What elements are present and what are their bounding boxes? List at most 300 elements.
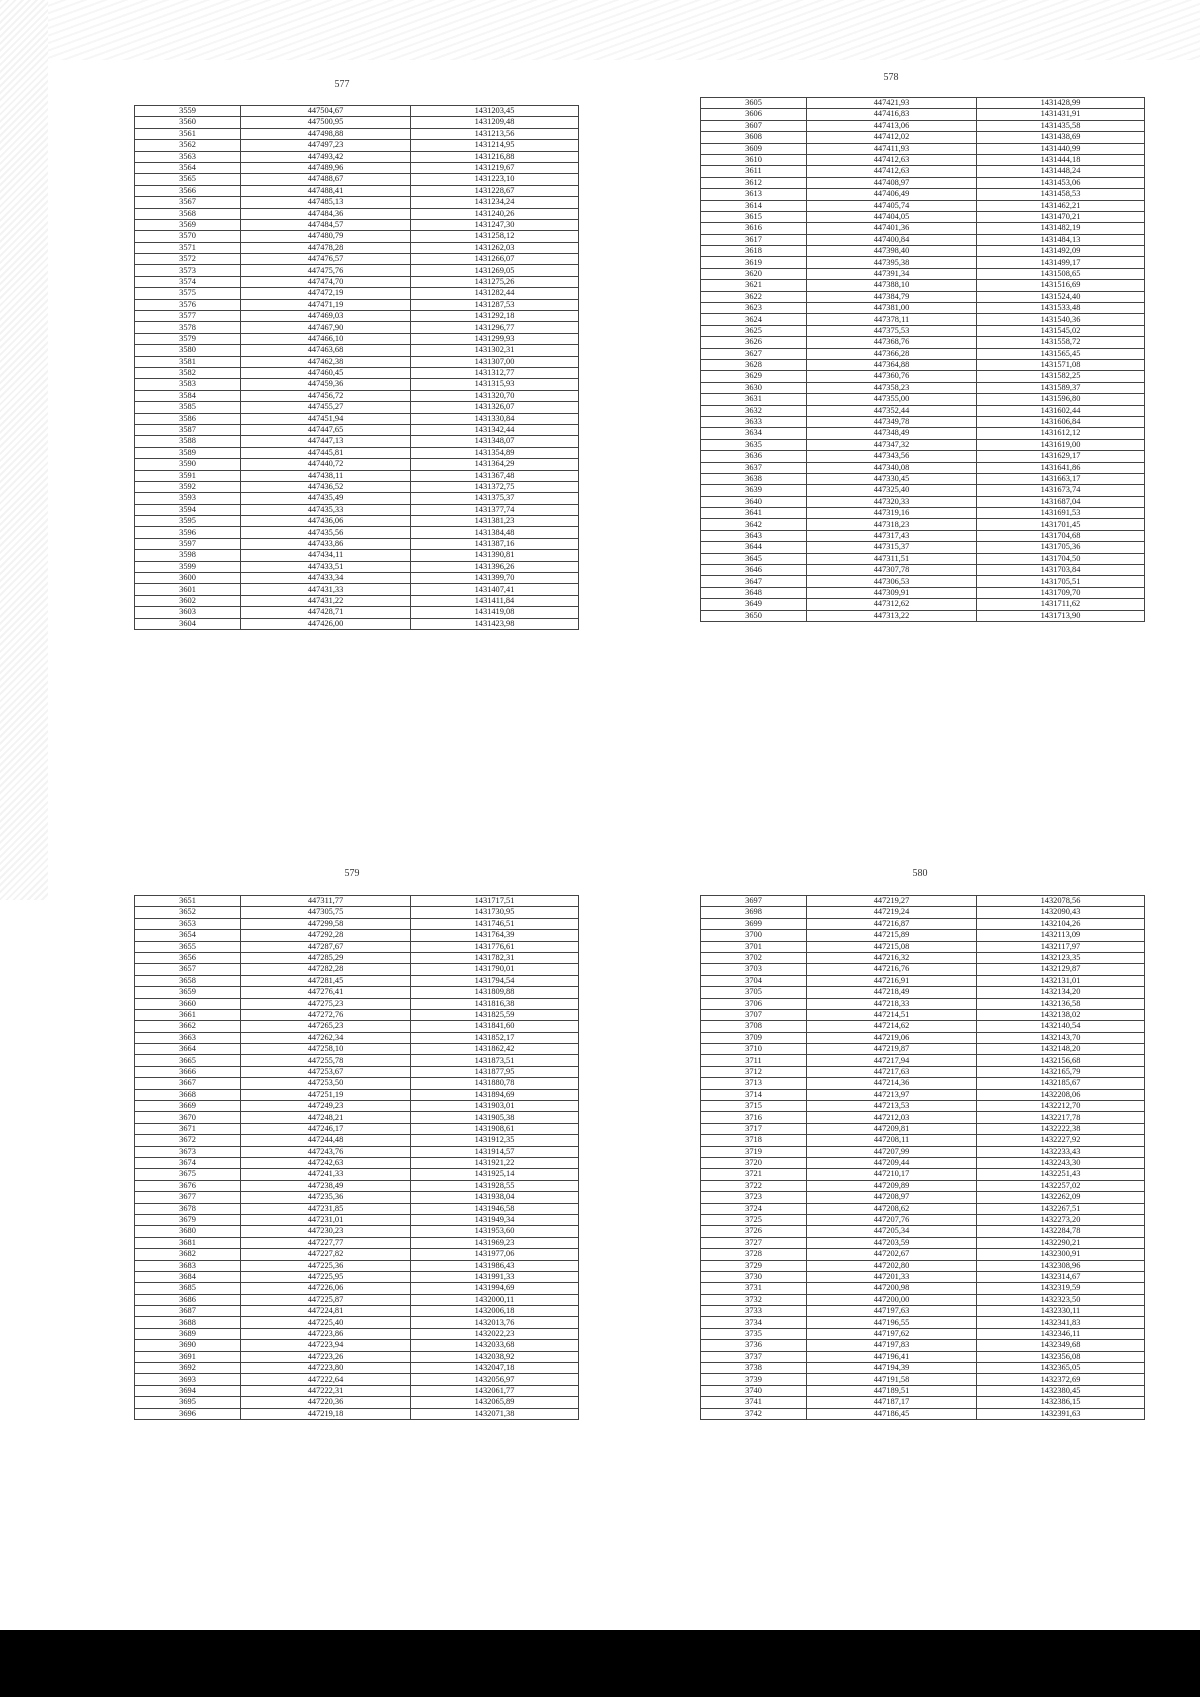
x-coordinate-cell: 447282,28 [241, 964, 411, 975]
x-coordinate-cell: 447347,32 [807, 439, 977, 450]
y-coordinate-cell: 1431381,23 [411, 516, 579, 527]
x-coordinate-cell: 447216,87 [807, 918, 977, 929]
y-coordinate-cell: 1431307,00 [411, 356, 579, 367]
point-number-cell: 3575 [135, 288, 241, 299]
table-row [135, 584, 579, 595]
point-number-cell: 3697 [701, 896, 807, 907]
table-row [135, 1203, 579, 1214]
x-coordinate-cell: 447484,36 [241, 208, 411, 219]
x-coordinate-cell: 447205,34 [807, 1226, 977, 1237]
table-row [701, 530, 1145, 541]
y-coordinate-cell: 1431921,22 [411, 1157, 579, 1168]
y-coordinate-cell: 1431462,21 [977, 200, 1145, 211]
table-row [135, 1374, 579, 1385]
table-row [701, 553, 1145, 564]
y-coordinate-cell: 1431994,69 [411, 1283, 579, 1294]
y-coordinate-cell: 1431703,84 [977, 565, 1145, 576]
y-coordinate-cell: 1431367,48 [411, 470, 579, 481]
y-coordinate-cell: 1431364,29 [411, 459, 579, 470]
y-coordinate-cell: 1431946,58 [411, 1203, 579, 1214]
table-row [135, 1078, 579, 1089]
y-coordinate-cell: 1432090,43 [977, 907, 1145, 918]
point-number-cell: 3594 [135, 504, 241, 515]
point-number-cell: 3735 [701, 1328, 807, 1339]
point-number-cell: 3687 [135, 1306, 241, 1317]
table-row [701, 907, 1145, 918]
x-coordinate-cell: 447343,56 [807, 451, 977, 462]
x-coordinate-cell: 447366,28 [807, 348, 977, 359]
x-coordinate-cell: 447475,76 [241, 265, 411, 276]
table-row [701, 394, 1145, 405]
x-coordinate-cell: 447207,76 [807, 1214, 977, 1225]
x-coordinate-cell: 447306,53 [807, 576, 977, 587]
table-row [701, 519, 1145, 530]
table-row [701, 416, 1145, 427]
point-number-cell: 3660 [135, 998, 241, 1009]
y-coordinate-cell: 1431606,84 [977, 416, 1145, 427]
y-coordinate-cell: 1431484,13 [977, 234, 1145, 245]
x-coordinate-cell: 447431,22 [241, 595, 411, 606]
y-coordinate-cell: 1431499,17 [977, 257, 1145, 268]
table-row [701, 1135, 1145, 1146]
x-coordinate-cell: 447220,36 [241, 1397, 411, 1408]
x-coordinate-cell: 447214,51 [807, 1009, 977, 1020]
point-number-cell: 3643 [701, 530, 807, 541]
y-coordinate-cell: 1431938,04 [411, 1192, 579, 1203]
y-coordinate-cell: 1431790,01 [411, 964, 579, 975]
x-coordinate-cell: 447413,06 [807, 120, 977, 131]
table-row [135, 964, 579, 975]
y-coordinate-cell: 1431440,99 [977, 143, 1145, 154]
table-row [701, 257, 1145, 268]
table-row [701, 1260, 1145, 1271]
point-number-cell: 3576 [135, 299, 241, 310]
x-coordinate-cell: 447384,79 [807, 291, 977, 302]
y-coordinate-cell: 1431809,88 [411, 987, 579, 998]
table-row [135, 470, 579, 481]
point-number-cell: 3578 [135, 322, 241, 333]
point-number-cell: 3701 [701, 941, 807, 952]
point-number-cell: 3644 [701, 542, 807, 553]
table-row [135, 288, 579, 299]
x-coordinate-cell: 447249,23 [241, 1101, 411, 1112]
y-coordinate-cell: 1431953,60 [411, 1226, 579, 1237]
point-number-cell: 3741 [701, 1397, 807, 1408]
point-number-cell: 3654 [135, 930, 241, 941]
scan-texture-top [0, 0, 1200, 60]
x-coordinate-cell: 447187,17 [807, 1397, 977, 1408]
point-number-cell: 3616 [701, 223, 807, 234]
point-number-cell: 3604 [135, 618, 241, 629]
y-coordinate-cell: 1432134,20 [977, 987, 1145, 998]
point-number-cell: 3637 [701, 462, 807, 473]
point-number-cell: 3585 [135, 402, 241, 413]
table-row [701, 587, 1145, 598]
y-coordinate-cell: 1431782,31 [411, 952, 579, 963]
point-number-cell: 3658 [135, 975, 241, 986]
page-number-579: 579 [344, 868, 360, 879]
x-coordinate-cell: 447223,86 [241, 1328, 411, 1339]
x-coordinate-cell: 447225,87 [241, 1294, 411, 1305]
y-coordinate-cell: 1431411,84 [411, 595, 579, 606]
coordinates-table-580 [700, 895, 1145, 1420]
y-coordinate-cell: 1431709,70 [977, 587, 1145, 598]
point-number-cell: 3717 [701, 1123, 807, 1134]
x-coordinate-cell: 447231,85 [241, 1203, 411, 1214]
y-coordinate-cell: 1431612,12 [977, 428, 1145, 439]
point-number-cell: 3621 [701, 280, 807, 291]
point-number-cell: 3683 [135, 1260, 241, 1271]
x-coordinate-cell: 447375,53 [807, 325, 977, 336]
y-coordinate-cell: 1432372,69 [977, 1374, 1145, 1385]
point-number-cell: 3725 [701, 1214, 807, 1225]
point-number-cell: 3674 [135, 1157, 241, 1168]
point-number-cell: 3606 [701, 109, 807, 120]
x-coordinate-cell: 447412,63 [807, 166, 977, 177]
table-row [701, 303, 1145, 314]
point-number-cell: 3591 [135, 470, 241, 481]
point-number-cell: 3615 [701, 211, 807, 222]
point-number-cell: 3562 [135, 140, 241, 151]
x-coordinate-cell: 447209,44 [807, 1157, 977, 1168]
point-number-cell: 3630 [701, 382, 807, 393]
y-coordinate-cell: 1431326,07 [411, 402, 579, 413]
y-coordinate-cell: 1431396,26 [411, 561, 579, 572]
x-coordinate-cell: 447227,82 [241, 1249, 411, 1260]
point-number-cell: 3601 [135, 584, 241, 595]
y-coordinate-cell: 1431375,37 [411, 493, 579, 504]
x-coordinate-cell: 447208,62 [807, 1203, 977, 1214]
point-number-cell: 3708 [701, 1021, 807, 1032]
point-number-cell: 3659 [135, 987, 241, 998]
point-number-cell: 3662 [135, 1021, 241, 1032]
y-coordinate-cell: 1432257,02 [977, 1180, 1145, 1191]
point-number-cell: 3688 [135, 1317, 241, 1328]
y-coordinate-cell: 1432300,91 [977, 1249, 1145, 1260]
y-coordinate-cell: 1431492,09 [977, 246, 1145, 257]
y-coordinate-cell: 1431571,08 [977, 359, 1145, 370]
x-coordinate-cell: 447476,57 [241, 254, 411, 265]
x-coordinate-cell: 447358,23 [807, 382, 977, 393]
table-row [135, 254, 579, 265]
y-coordinate-cell: 1431524,40 [977, 291, 1145, 302]
point-number-cell: 3649 [701, 599, 807, 610]
table-row [701, 485, 1145, 496]
x-coordinate-cell: 447222,31 [241, 1385, 411, 1396]
x-coordinate-cell: 447436,06 [241, 516, 411, 527]
point-number-cell: 3607 [701, 120, 807, 131]
x-coordinate-cell: 447225,40 [241, 1317, 411, 1328]
table-row [135, 447, 579, 458]
point-number-cell: 3622 [701, 291, 807, 302]
point-number-cell: 3655 [135, 941, 241, 952]
y-coordinate-cell: 1431991,33 [411, 1271, 579, 1282]
y-coordinate-cell: 1431704,50 [977, 553, 1145, 564]
x-coordinate-cell: 447459,36 [241, 379, 411, 390]
table-row [135, 1237, 579, 1248]
x-coordinate-cell: 447242,63 [241, 1157, 411, 1168]
y-coordinate-cell: 1432123,35 [977, 952, 1145, 963]
y-coordinate-cell: 1432380,45 [977, 1385, 1145, 1396]
point-number-cell: 3664 [135, 1044, 241, 1055]
point-number-cell: 3603 [135, 607, 241, 618]
point-number-cell: 3570 [135, 231, 241, 242]
y-coordinate-cell: 1432156,68 [977, 1055, 1145, 1066]
point-number-cell: 3721 [701, 1169, 807, 1180]
y-coordinate-cell: 1431717,51 [411, 896, 579, 907]
x-coordinate-cell: 447435,49 [241, 493, 411, 504]
table-row [135, 1180, 579, 1191]
point-number-cell: 3646 [701, 565, 807, 576]
table-row [135, 1021, 579, 1032]
y-coordinate-cell: 1432356,08 [977, 1351, 1145, 1362]
point-number-cell: 3680 [135, 1226, 241, 1237]
x-coordinate-cell: 447400,84 [807, 234, 977, 245]
table-row [135, 1044, 579, 1055]
table-row [701, 1306, 1145, 1317]
x-coordinate-cell: 447203,59 [807, 1237, 977, 1248]
y-coordinate-cell: 1432138,02 [977, 1009, 1145, 1020]
x-coordinate-cell: 447292,28 [241, 930, 411, 941]
page-number-580: 580 [912, 868, 928, 879]
y-coordinate-cell: 1431330,84 [411, 413, 579, 424]
y-coordinate-cell: 1431794,54 [411, 975, 579, 986]
y-coordinate-cell: 1432365,05 [977, 1363, 1145, 1374]
table-row [701, 1408, 1145, 1419]
y-coordinate-cell: 1431384,48 [411, 527, 579, 538]
table-row [701, 1294, 1145, 1305]
point-number-cell: 3724 [701, 1203, 807, 1214]
point-number-cell: 3665 [135, 1055, 241, 1066]
x-coordinate-cell: 447406,49 [807, 189, 977, 200]
y-coordinate-cell: 1431287,53 [411, 299, 579, 310]
point-number-cell: 3672 [135, 1135, 241, 1146]
x-coordinate-cell: 447434,11 [241, 550, 411, 561]
table-row [701, 280, 1145, 291]
x-coordinate-cell: 447309,91 [807, 587, 977, 598]
point-number-cell: 3627 [701, 348, 807, 359]
table-row [135, 140, 579, 151]
y-coordinate-cell: 1431582,25 [977, 371, 1145, 382]
x-coordinate-cell: 447219,24 [807, 907, 977, 918]
y-coordinate-cell: 1431841,60 [411, 1021, 579, 1032]
x-coordinate-cell: 447299,58 [241, 918, 411, 929]
table-row [135, 151, 579, 162]
x-coordinate-cell: 447433,86 [241, 538, 411, 549]
point-number-cell: 3685 [135, 1283, 241, 1294]
point-number-cell: 3698 [701, 907, 807, 918]
y-coordinate-cell: 1431711,62 [977, 599, 1145, 610]
table-row [701, 120, 1145, 131]
table-row [135, 516, 579, 527]
x-coordinate-cell: 447253,50 [241, 1078, 411, 1089]
x-coordinate-cell: 447404,05 [807, 211, 977, 222]
x-coordinate-cell: 447197,83 [807, 1340, 977, 1351]
x-coordinate-cell: 447197,63 [807, 1306, 977, 1317]
point-number-cell: 3699 [701, 918, 807, 929]
point-number-cell: 3583 [135, 379, 241, 390]
x-coordinate-cell: 447398,40 [807, 246, 977, 257]
x-coordinate-cell: 447194,39 [807, 1363, 977, 1374]
y-coordinate-cell: 1431419,08 [411, 607, 579, 618]
x-coordinate-cell: 447488,67 [241, 174, 411, 185]
y-coordinate-cell: 1431880,78 [411, 1078, 579, 1089]
y-coordinate-cell: 1431641,86 [977, 462, 1145, 473]
x-coordinate-cell: 447223,80 [241, 1363, 411, 1374]
table-row [701, 1123, 1145, 1134]
table-row [701, 1374, 1145, 1385]
point-number-cell: 3695 [135, 1397, 241, 1408]
point-number-cell: 3598 [135, 550, 241, 561]
table-row [701, 268, 1145, 279]
table-row [135, 1226, 579, 1237]
point-number-cell: 3656 [135, 952, 241, 963]
point-number-cell: 3560 [135, 117, 241, 128]
table-row [135, 527, 579, 538]
point-number-cell: 3559 [135, 106, 241, 117]
point-number-cell: 3567 [135, 197, 241, 208]
x-coordinate-cell: 447456,72 [241, 390, 411, 401]
x-coordinate-cell: 447493,42 [241, 151, 411, 162]
table-row [701, 348, 1145, 359]
y-coordinate-cell: 1431444,18 [977, 154, 1145, 165]
y-coordinate-cell: 1431423,98 [411, 618, 579, 629]
y-coordinate-cell: 1431825,59 [411, 1009, 579, 1020]
x-coordinate-cell: 447219,06 [807, 1032, 977, 1043]
y-coordinate-cell: 1431219,67 [411, 162, 579, 173]
table-row [135, 1294, 579, 1305]
y-coordinate-cell: 1431320,70 [411, 390, 579, 401]
y-coordinate-cell: 1432227,92 [977, 1135, 1145, 1146]
point-number-cell: 3709 [701, 1032, 807, 1043]
point-number-cell: 3702 [701, 952, 807, 963]
table-row [135, 174, 579, 185]
point-number-cell: 3736 [701, 1340, 807, 1351]
y-coordinate-cell: 1432217,78 [977, 1112, 1145, 1123]
x-coordinate-cell: 447196,55 [807, 1317, 977, 1328]
x-coordinate-cell: 447405,74 [807, 200, 977, 211]
y-coordinate-cell: 1431619,00 [977, 439, 1145, 450]
point-number-cell: 3584 [135, 390, 241, 401]
point-number-cell: 3635 [701, 439, 807, 450]
y-coordinate-cell: 1431969,23 [411, 1237, 579, 1248]
table-row [701, 964, 1145, 975]
y-coordinate-cell: 1431228,67 [411, 185, 579, 196]
y-coordinate-cell: 1432262,09 [977, 1192, 1145, 1203]
point-number-cell: 3563 [135, 151, 241, 162]
y-coordinate-cell: 1431903,01 [411, 1101, 579, 1112]
x-coordinate-cell: 447246,17 [241, 1123, 411, 1134]
table-row [701, 439, 1145, 450]
x-coordinate-cell: 447197,62 [807, 1328, 977, 1339]
y-coordinate-cell: 1432065,89 [411, 1397, 579, 1408]
table-row [701, 610, 1145, 621]
point-number-cell: 3614 [701, 200, 807, 211]
table-row [135, 907, 579, 918]
point-number-cell: 3625 [701, 325, 807, 336]
y-coordinate-cell: 1431348,07 [411, 436, 579, 447]
x-coordinate-cell: 447238,49 [241, 1180, 411, 1191]
y-coordinate-cell: 1431730,95 [411, 907, 579, 918]
x-coordinate-cell: 447455,27 [241, 402, 411, 413]
point-number-cell: 3691 [135, 1351, 241, 1362]
table-row [701, 405, 1145, 416]
x-coordinate-cell: 447340,08 [807, 462, 977, 473]
table-row [135, 561, 579, 572]
point-number-cell: 3692 [135, 1363, 241, 1374]
table-row [135, 413, 579, 424]
point-number-cell: 3565 [135, 174, 241, 185]
table-row [701, 1214, 1145, 1225]
x-coordinate-cell: 447255,78 [241, 1055, 411, 1066]
x-coordinate-cell: 447462,38 [241, 356, 411, 367]
coordinates-table-577 [134, 105, 579, 630]
y-coordinate-cell: 1431387,16 [411, 538, 579, 549]
page-number-577: 577 [334, 79, 350, 90]
y-coordinate-cell: 1431713,90 [977, 610, 1145, 621]
point-number-cell: 3663 [135, 1032, 241, 1043]
table-row [135, 1123, 579, 1134]
x-coordinate-cell: 447426,00 [241, 618, 411, 629]
x-coordinate-cell: 447231,01 [241, 1214, 411, 1225]
point-number-cell: 3638 [701, 473, 807, 484]
point-number-cell: 3568 [135, 208, 241, 219]
table-row [701, 1157, 1145, 1168]
x-coordinate-cell: 447202,67 [807, 1249, 977, 1260]
table-row [701, 930, 1145, 941]
table-row [135, 1317, 579, 1328]
point-number-cell: 3705 [701, 987, 807, 998]
table-row [701, 1351, 1145, 1362]
point-number-cell: 3703 [701, 964, 807, 975]
point-number-cell: 3600 [135, 573, 241, 584]
table-row [135, 424, 579, 435]
y-coordinate-cell: 1431372,75 [411, 481, 579, 492]
point-number-cell: 3666 [135, 1066, 241, 1077]
table-row [135, 987, 579, 998]
x-coordinate-cell: 447435,56 [241, 527, 411, 538]
x-coordinate-cell: 447433,51 [241, 561, 411, 572]
x-coordinate-cell: 447222,64 [241, 1374, 411, 1385]
y-coordinate-cell: 1432113,09 [977, 930, 1145, 941]
table-row [701, 508, 1145, 519]
y-coordinate-cell: 1431663,17 [977, 473, 1145, 484]
point-number-cell: 3595 [135, 516, 241, 527]
point-number-cell: 3700 [701, 930, 807, 941]
table-row [135, 219, 579, 230]
table-row [135, 1363, 579, 1374]
x-coordinate-cell: 447214,62 [807, 1021, 977, 1032]
y-coordinate-cell: 1432022,23 [411, 1328, 579, 1339]
x-coordinate-cell: 447315,37 [807, 542, 977, 553]
table-row [701, 246, 1145, 257]
y-coordinate-cell: 1431776,61 [411, 941, 579, 952]
table-row [135, 1089, 579, 1100]
table-row [701, 291, 1145, 302]
y-coordinate-cell: 1431545,02 [977, 325, 1145, 336]
y-coordinate-cell: 1431977,06 [411, 1249, 579, 1260]
x-coordinate-cell: 447438,11 [241, 470, 411, 481]
table-row [701, 462, 1145, 473]
point-number-cell: 3650 [701, 610, 807, 621]
x-coordinate-cell: 447227,77 [241, 1237, 411, 1248]
table-row [701, 371, 1145, 382]
y-coordinate-cell: 1432038,92 [411, 1351, 579, 1362]
x-coordinate-cell: 447395,38 [807, 257, 977, 268]
point-number-cell: 3742 [701, 1408, 807, 1419]
x-coordinate-cell: 447411,93 [807, 143, 977, 154]
table-row [701, 200, 1145, 211]
